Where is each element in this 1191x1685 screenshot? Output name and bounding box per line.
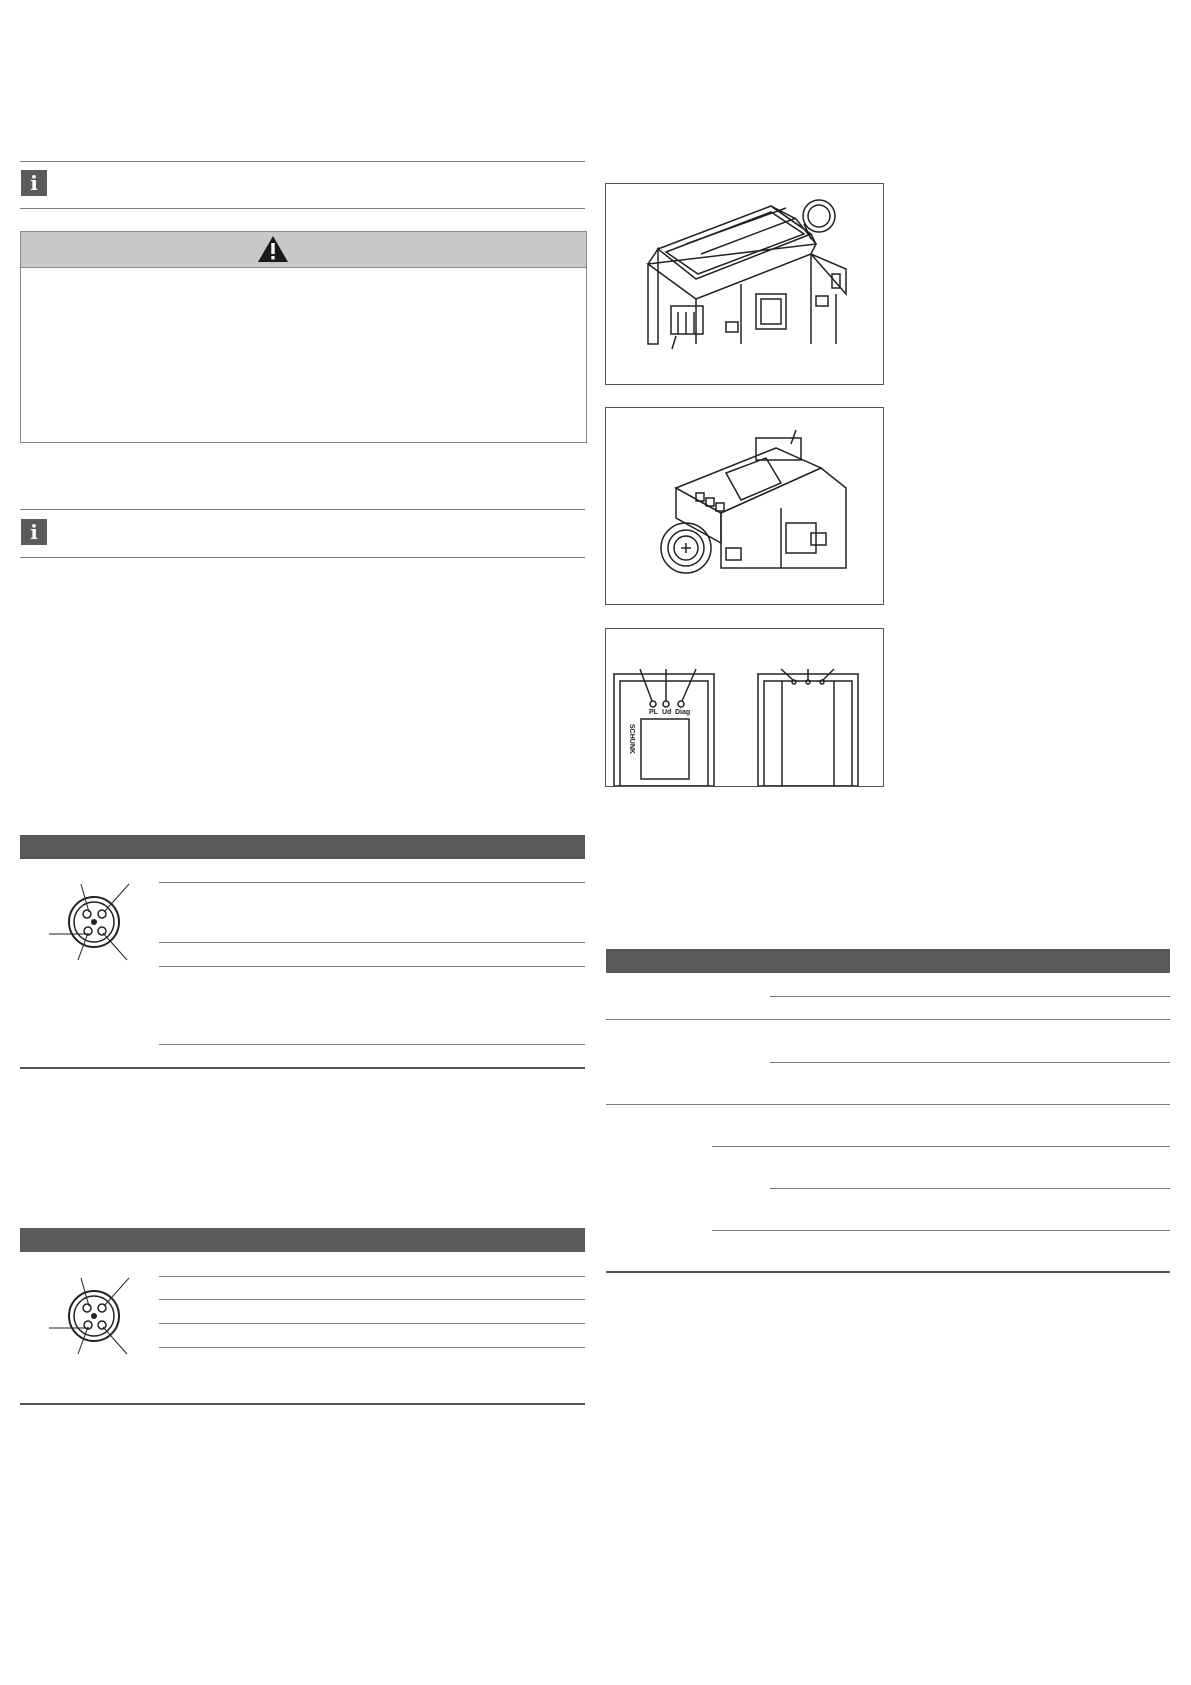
table-1-rule <box>159 1044 585 1045</box>
table-1-rule <box>159 942 585 943</box>
table-3-rule <box>606 1019 1170 1020</box>
table-1-bottom-rule <box>20 1067 585 1069</box>
m12-connector-5pin-icon <box>45 1274 145 1356</box>
table-3-header <box>606 949 1170 973</box>
warning-box <box>20 231 587 443</box>
note-2-top-rule <box>20 509 585 510</box>
note-2-bottom-rule <box>20 557 585 558</box>
brand-label: SCHUNK <box>628 724 635 754</box>
table-3-rule <box>770 996 1170 997</box>
led-label-pl: PL <box>649 709 658 716</box>
led-label-ud: Ud <box>662 709 672 716</box>
table-3-rule <box>712 1146 1170 1147</box>
table-2-header <box>20 1228 585 1252</box>
warning-triangle-icon <box>257 235 289 263</box>
table-3-rule <box>770 1062 1170 1063</box>
device-top-view-icon <box>606 184 883 384</box>
device-display-view-icon <box>606 408 883 604</box>
table-3-bottom-rule <box>606 1271 1170 1273</box>
info-icon: i <box>21 519 47 545</box>
figure-2 <box>605 407 884 605</box>
led-front-view-icon <box>606 629 883 786</box>
table-1-header <box>20 835 585 859</box>
table-2-rule <box>159 1276 585 1277</box>
table-3-rule <box>606 1104 1170 1105</box>
m12-connector-5pin-icon <box>45 880 145 962</box>
info-icon: i <box>21 170 47 196</box>
note-1-bottom-rule <box>20 208 585 209</box>
figure-3 <box>605 628 884 787</box>
table-2-rule <box>159 1323 585 1324</box>
note-1-top-rule <box>20 161 585 162</box>
table-2-rule <box>159 1299 585 1300</box>
table-3-rule <box>712 1230 1170 1231</box>
table-1-rule <box>159 882 585 883</box>
table-2-bottom-rule <box>20 1403 585 1405</box>
figure-1 <box>605 183 884 385</box>
warning-header <box>21 232 586 268</box>
table-3-rule <box>770 1188 1170 1189</box>
led-label-diag: Diag <box>675 709 691 716</box>
table-2-rule <box>159 1347 585 1348</box>
table-1-rule <box>159 966 585 967</box>
